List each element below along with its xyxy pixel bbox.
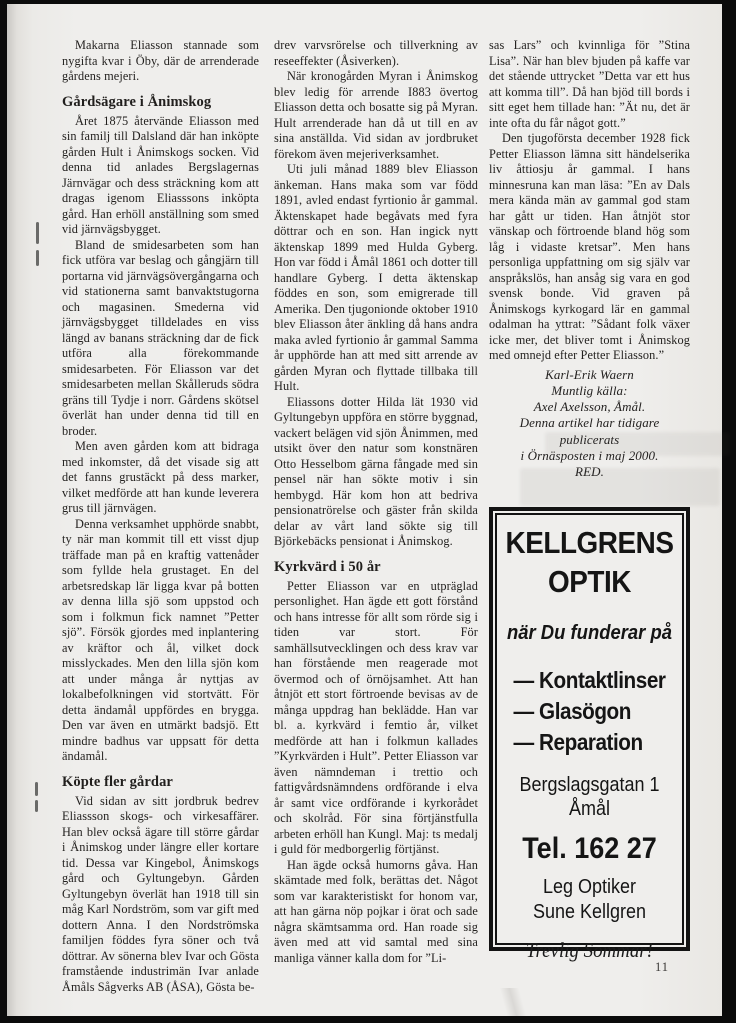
paragraph: Eliassons dotter Hilda lät 1930 vid Gyltungebyn uppföra en större byggnad, vackert belägen vid sjön Ånimmen, med utsikt över den natur som konstnären Otto Hesselbom gärna fångade med sin pensel när han sökte motiv i sin hembygd. Här kom hon att bedriva pensionatrörelse och gäster från skilda delar av vårt land sökte sig till Björkebäcks pensionat i Ånimskog. <box>274 394 478 548</box>
ad-optician-name: Sune Kellgren <box>532 901 647 923</box>
paragraph: Petter Eliasson var en utpräglad personlighet. Han ägde ett gott förstånd och hans intresse för allt som rörde sig i tiden var stort. För samhällsutvecklingen och dess krav var han förstående men reagerade mot övermod och of örnöjsamhet. Att han åtnjöt ett stort förtroende bevisas av de många uppdrag han beklädde. Han var bl. a. kyrkvärd i femtio år, vilket medförde att han i folkmun kallades ”Kyrkvärden i Hult”. Petter Eliasson var även nämndeman i trettio och fattigvårdsnämndens ordförande i elva år samt vice ordförande i kyrkorådet och skolråd. För sina förtjänstfulla arbeten erhöll han Kungl. Maj: ts medalj i guld för medborgerlig förtjänst. <box>274 578 478 856</box>
scan-edge-bottom <box>0 1016 736 1023</box>
ad-services-list <box>514 665 666 758</box>
ad-closing-greeting: Trevlig Sommar! <box>526 938 653 962</box>
paragraph-continuation: drev varvsrörelse och tillverkning av reseeffekter (Åsiverken). <box>274 38 478 68</box>
page-number: 11 <box>655 960 670 974</box>
paragraph: Året 1875 återvände Eliasson med sin familj till Dalsland där han inköpte gården Hult i Ånimskogs socken. Vid denna tid anlades Bergslagernas Järnvägar och dess sträckning kom att dragas igenom Eliasssons inköpta gård. Han erhöll anställning som smed vid järnvägsbygget. <box>62 113 259 236</box>
scan-artifact <box>36 222 39 244</box>
advertisement-kellgrens-optik <box>489 507 690 962</box>
ad-service-glasogon: — Glasögon <box>513 698 631 724</box>
ad-service-reparation: — Reparation <box>513 729 643 755</box>
scan-edge-top <box>0 0 736 4</box>
article-column-left <box>62 38 259 995</box>
scan-edge-left <box>0 0 7 1023</box>
ad-content <box>503 511 677 962</box>
paragraph: Den tjugoförsta december 1928 fick Petter Eliasson lämna sitt händelserika liv åttiosju år gammal. I hans minnesruna kan man läsa: ”En av Dals mera kända män av gammal god stam har gått ur tiden. Han åtnjöt stor vänskap och förtroende bland hög som låg i vidaste kretsar”. Men hans personliga uppfattning om sig själv var anspråkslös, han ansåg sig vara en god svensk bonde. Vid graven på Ånimskogs kyrkogard lär en gammal odalman ha yttrat: ”Sådant folk växer icke mer, det bliver tomt i Ånimskog med omnejd efter Petter Eliasson.” <box>489 131 690 362</box>
paragraph: Makarna Eliasson stannade som nygifta kvar i Öby, där de arrenderade gårdens mejeri. <box>62 38 259 83</box>
paper-crease <box>468 988 558 1016</box>
bleed-through-artifact <box>545 432 730 456</box>
scan-artifact <box>36 250 39 266</box>
paragraph: Men aven gården kom att bidraga med inkomster, då det visade sig att det fanns grustäckt på dess marker, vilket medförde att han kunde leverera grus till järnvägen. <box>62 439 259 515</box>
article-column-middle <box>274 38 478 966</box>
scan-edge-right <box>722 0 736 1023</box>
paragraph: Denna verksamhet upphörde snabbt, ty när man kommit till ett visst djup träffade man på en kraftig vattenåder som fyllde hela grustaget. En del arbetsredskap lär ligga kvar på botten av denna lilla sjö som uppstod och som i folkmun fick namnet ”Petter sjö”. Försök gjordes med inplantering av kräftor och ål, vilket dock misslyckades. Men den lilla sjön kom att under många år nyttjas av lokalbefolkningen vid stortvätt. För detta ändamål uppfördes en brygga. Den var även en utmärkt badsjö. Ett mindre badhus var uppsatt för detta ändamål. <box>62 516 259 763</box>
paragraph: Uti juli månad 1889 blev Eliasson änkeman. Hans maka som var född 1891, avled endast fyrtionio år gammal. Äktenskapet hade begåvats med fyra döttrar och en son. Han ingick nytt äktenskap 1899 med Hulda Gyberg. Hon var född i Åmål 1861 och dotter till handlare Gyberg. I detta äktenskap föddes en son, som emigrerade till Amerika. Den tjugonionde oktober 1910 blev Eliasson åter änkling då hans andra maka avled fyrtionio år gammal Samma år upphörde han att med sitt arrende av gården Myran och flyttade tillbaka till Hult. <box>274 162 478 393</box>
ad-phone: Tel. 162 27 <box>522 832 657 865</box>
ad-address-street: Bergslagsgatan 1 <box>519 774 660 796</box>
credit-note-line2: i Örnäsposten i maj 2000. <box>520 447 659 463</box>
paragraph: När kronogården Myran i Ånimskog blev ledig för arrende I883 övertog Eliasson detta och bosatte sig på Myran. Hult arrenderade han då ut till en av sina anställda. Vid sidan av jordbruket förekom även mejeriverksamhet. <box>274 69 478 161</box>
ad-optician <box>533 875 646 925</box>
credit-source: Axel Axelsson, Åmål. <box>533 399 646 415</box>
ad-title-line2: OPTIK <box>547 564 631 599</box>
ad-address <box>519 773 659 821</box>
ad-optician-title: Leg Optiker <box>542 876 637 898</box>
ad-service-kontaktlinser: — Kontaktlinser <box>513 667 666 693</box>
credit-author: Karl-Erik Waern <box>545 366 634 382</box>
credit-red: RED. <box>575 464 604 480</box>
paragraph: Vid sidan av sitt jordbruk bedrev Eliassson skogs- och virkesaffärer. Han blev också ägare till större gårdar i Ånimskog under längre eller kortare tid. Dessa var Kingebol, Ånimskogs gård och Gyltungebyn. Gården Gyltungebyn överlät han 1918 till sin måg Karl Nordström, som var gift med dottern Anna. I den Nordströmska familjen föddes fyra söner och två döttrar. Av sönerna blev Ivar och Gösta framstående industrimän Ivar anlade Åmåls Sågverks AB (ÅSA), Gösta be- <box>62 793 259 994</box>
credit-source-label: Muntlig källa: <box>551 382 628 398</box>
bleed-through-artifact <box>520 468 720 506</box>
credit-note-line1: Denna artikel har tidigare publicerats <box>519 415 660 447</box>
ad-title-line1: KELLGRENS <box>505 525 674 560</box>
section-heading-kopte-fler-gardar: Köpte fler gårdar <box>62 773 173 790</box>
section-heading-kyrkvard: Kyrkvärd i 50 år <box>274 558 381 575</box>
paragraph-continuation: sas Lars” och kvinnliga för ”Stina Lisa”. När han blev bjuden på kaffe var det stående uttrycket ”Detta var ett hus att komma till”. Då han bjöd till bords i sitt eget hem tillade han: ”Ät nu, det är inte ofta du får något gott.” <box>489 38 690 130</box>
paragraph: Bland de smidesarbeten som han fick utföra var beslag och gångjärn till portarna vid järnvägsövergångarna och vid stationerna samt banvaktstugorna och magasinen. Smederna vid järnvägsbygget tilldelades en viss längd av banans sträckning dar de fick utföra alla förekommande smidesarbeten. För Eliasson var det smidesarbeten mellan Skålleruds södra gräns till Tydje i norr. Gårdens skötsel överlät han under denna tid till en broder. <box>62 237 259 438</box>
ad-address-city: Åmål <box>568 798 611 820</box>
section-heading-gardsagare: Gårdsägare i Ånimskog <box>62 93 212 110</box>
scan-artifact <box>35 782 38 796</box>
article-column-right <box>489 38 690 481</box>
paragraph: Han ägde också humorns gåva. Han skämtade med folk, berättas det. Något som var karakteristiskt for honom var, att han gärna nöp pojkar i örat och sade några skämtsamma ord. Han roade sig även med att vid samtal med sina manliga vänner kalla dom for ”Li- <box>274 857 478 965</box>
scan-artifact <box>35 800 38 812</box>
ad-tagline: när Du funderar på <box>506 621 673 644</box>
article-credits <box>489 367 690 481</box>
